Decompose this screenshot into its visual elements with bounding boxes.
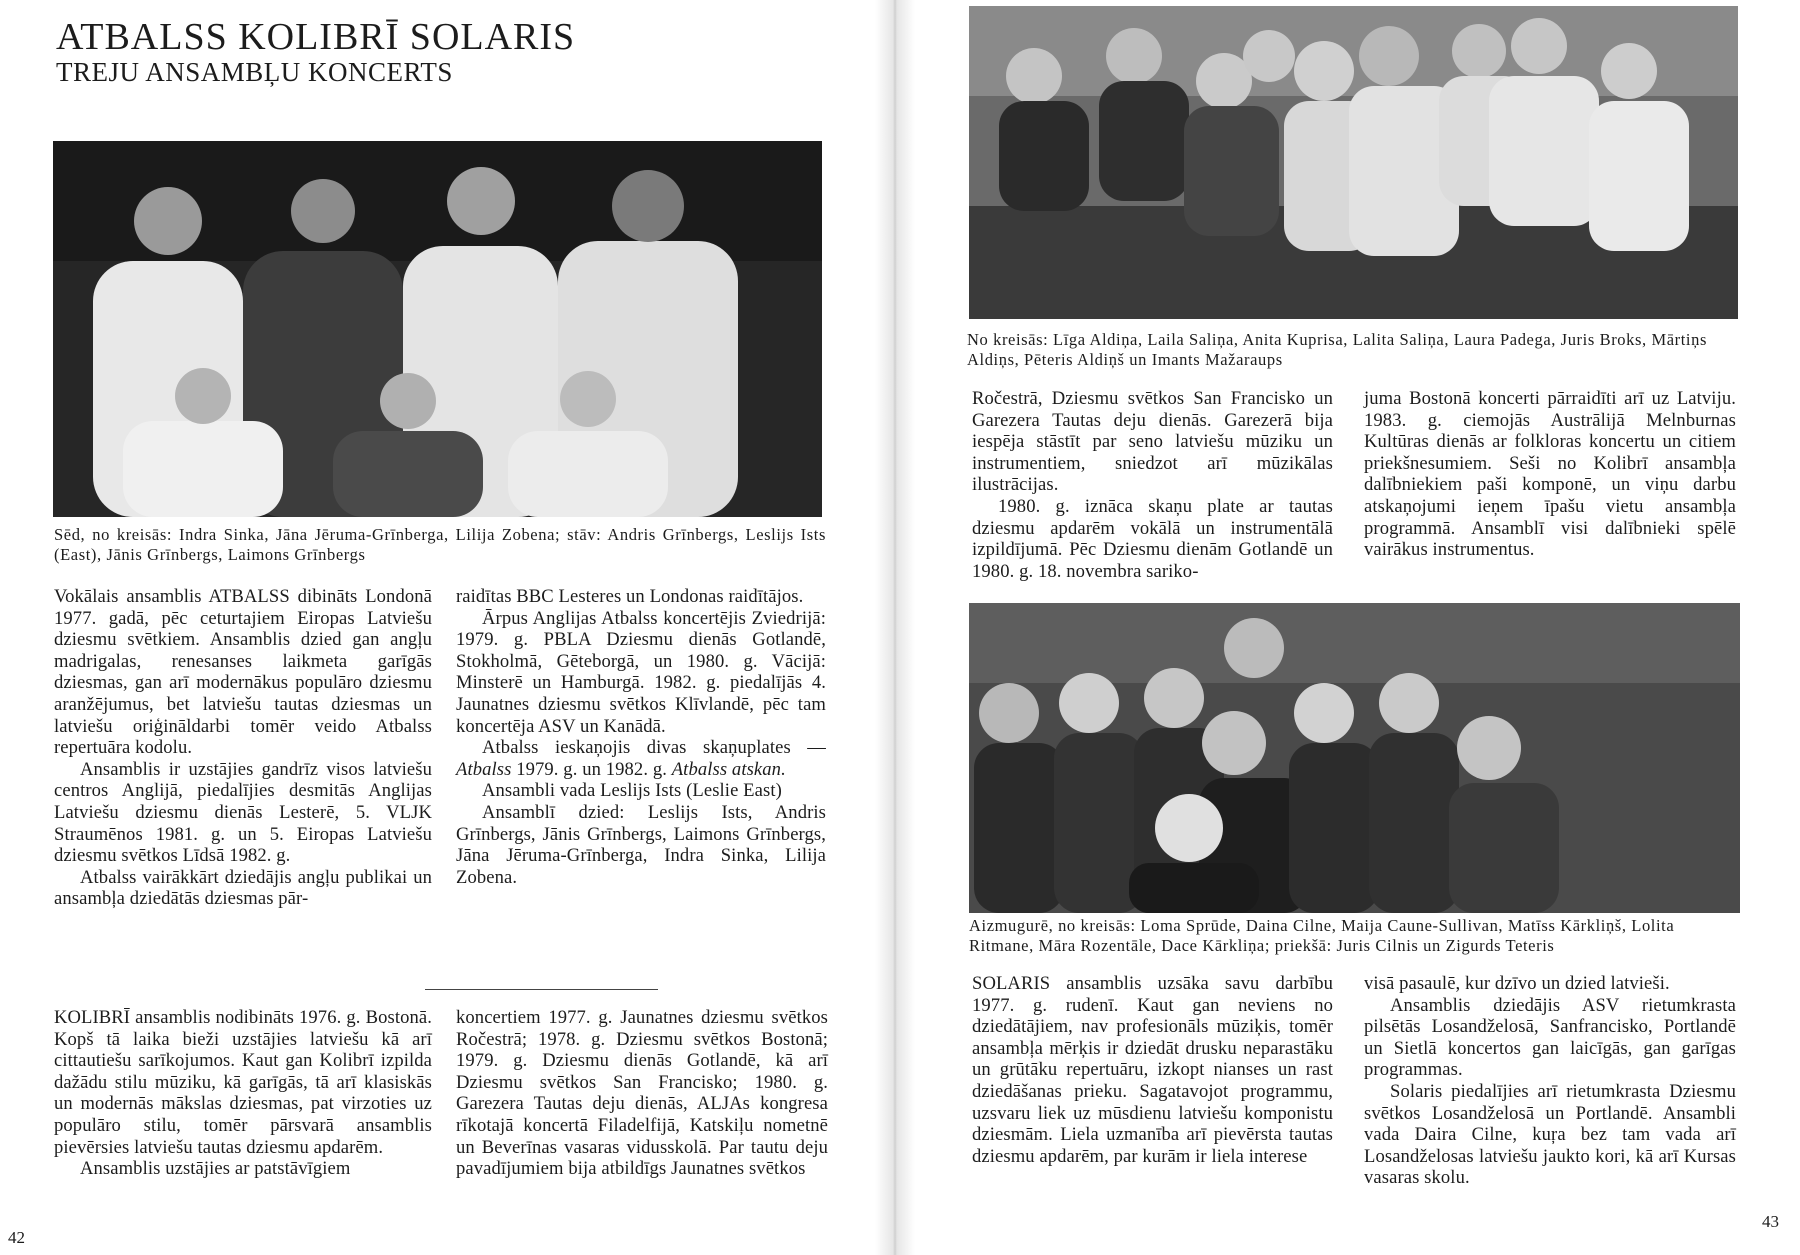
recordings-text: Atbalss ieskaņojis divas skaņuplates — [482, 737, 826, 759]
solaris-text-column-1 [972, 973, 1333, 1167]
kolibri-continued-column-1 [972, 388, 1333, 582]
photo-solaris-caption: Aizmugurē, no kreisās: Loma Sprūde, Daina Cilne, Maija Caune-Sullivan, Matīss Kārkliņš, Lolita Ritmane, Māra Rozentāle, Dace Kārkliņa; priekšā: Juris Cilnis un Zigurds Teteris [969, 916, 1675, 955]
photo-kolibri-caption: No kreisās: Līga Aldiņa, Laila Saliņa, Anita Kuprisa, Lalita Saliņa, Laura Padega, Juris Broks, Mārtiņs Aldiņs, Pēteris Aldiņš un Imants Mažaraups [967, 330, 1707, 369]
kolibri-paragraph: KOLIBRĪ ansamblis nodibināts 1976. g. Bostonā. Kopš tā laika bieži uzstājies latviešu kā arī cittautiešu sarīkojumos. Kaut gan Kolibrī izpilda dažādu stilu mūziku, kā garīgās, tā arī klasiskās un modernās mākslas dziesmas, pat virzoties uz populāro stilu, tomēr pārsvarā ansamblis pievērsies latviešu tautas dziesmu apdarēm. [54, 1007, 432, 1158]
kolibri-paragraph: juma Bostonā koncerti pārraidīti arī uz Latviju. 1983. g. ciemojās Austrālijā Melnburnas Kultūras dienās ar folkloras koncertu un citiem priekšnesumiem. Seši no Kolibrī ansambļa dalībniekiem paši komponē, un viņu darbu atskaņojumi ieņem īpašu vietu ansambļa programmā. Ansamblī visi dalībnieki spēlē vairākus instrumentus. [1364, 388, 1736, 561]
photo-atbalss-group [53, 141, 822, 517]
article-subtitle: TREJU ANSAMBĻU KONCERTS [56, 57, 453, 87]
book-gutter [875, 0, 915, 1255]
kolibri-paragraph: 1980. g. iznāca skaņu plate ar tautas dziesmu apdarēm vokālā un instrumentālā izpildījumā. Pēc Dziesmu dienām Gotlandē un 1980. g. 18. novembra sariko- [972, 495, 1333, 582]
photo-kolibri-group [969, 6, 1738, 319]
album-title: Atbalss [456, 758, 512, 780]
solaris-text-column-2 [1364, 973, 1736, 1189]
page-number-left: 42 [8, 1228, 25, 1247]
photo-atbalss-caption: Sēd, no kreisās: Indra Sinka, Jāna Jēruma-Grīnberga, Lilija Zobena; stāv: Andris Grīnbergs, Leslijs Ists (East), Jānis Grīnbergs, Laimons Grīnbergs [54, 525, 826, 564]
atbalss-paragraph: Ārpus Anglijas Atbalss koncertējis Zviedrijā: 1979. g. PBLA Dziesmu dienās Gotlandē, Stokholmā, Gēteborgā, un 1980. g. Vācijā: Minsterē un Hamburgā. 1982. g. piedalījās 4. Jaunatnes dziesmu svētkos Klīvlandē, pēc tam koncertēja ASV un Kanādā. [456, 607, 826, 737]
atbalss-paragraph: raidītas BBC Lesteres un Londonas raidītājos. [456, 586, 804, 607]
solaris-paragraph: SOLARIS ansamblis uzsāka savu darbību 1977. g. rudenī. Kaut gan neviens no dziedātājiem, nav profesionāls mūziķis, tomēr ansambļa mērķis ir dziedāt drusku neparastāku un grūtāku repertuāru, izkopt nianses un rast dziedāšanas prieku. Sagatavojot programmu, uzsvaru liek uz mūsdienu latviešu komponistu dziesmām. Liela uzmanība arī pievērsta tautas dziesmu apdarēm, par kurām ir liela interese [972, 973, 1333, 1167]
article-title: ATBALSS KOLIBRĪ SOLARIS [56, 16, 576, 58]
atbalss-paragraph: Ansambli vada Leslijs Ists (Leslie East) [482, 780, 782, 802]
solaris-paragraph: Ansamblis dziedājis ASV rietumkrasta pilsētās Losandželosā, Sanfrancisko, Portlandē un Sietlā koncertos gan laicīgās, gan garīgas programmas. [1364, 994, 1736, 1081]
kolibri-paragraph: Ansamblis uzstājies ar patstāvīgiem [80, 1158, 351, 1180]
atbalss-photo-image [53, 141, 822, 517]
atbalss-paragraph: Ansamblis ir uzstājies gandrīz visos latviešu centros Anglijā, piedalījies desmitās Anglijas Latviešu dziesmu dienās Lesterē, 5. VLJK Straumēnos 1981. g. un 5. Eiropas Latviešu dziesmu svētkos Līdsā 1982. g. [54, 758, 432, 867]
atbalss-text-column-1 [54, 586, 432, 910]
kolibri-paragraph: koncertiem 1977. g. Jaunatnes dziesmu svētkos Ročestrā; 1978. g. Dziesmu svētkos Bostonā; 1979. g. Dziesmu dienās Gotlandē, kā arī Dziesmu svētkos San Francisko; 1980. g. Garezera Tautas deju dienās, ALJAs kongresa rīkotajā koncertā Filadelfijā, Katskiļu nometnē un Beverīnas vasaras vidusskolā. Par tautu deju pavadījumiem bija atbildīgs Jaunatnes svētkos [456, 1007, 828, 1180]
page-number-right: 43 [1762, 1212, 1779, 1231]
kolibri-text-column-2 [456, 1007, 828, 1180]
section-divider [425, 989, 658, 990]
atbalss-text-column-2 [456, 586, 826, 888]
atbalss-paragraph: Atbalss vairākkārt dziedājis angļu publikai un ansambļa dziedātās dziesmas pār- [54, 866, 432, 910]
solaris-paragraph: visā pasaulē, kur dzīvo un dzied latvieši. [1364, 973, 1670, 994]
kolibri-continued-column-2 [1364, 388, 1736, 561]
kolibri-photo-image [969, 6, 1738, 319]
atbalss-paragraph: Ansamblī dzied: Leslijs Ists, Andris Grīnbergs, Jānis Grīnbergs, Laimons Grīnbergs, Jāna Jēruma-Grīnberga, Indra Sinka, Lilija Zobena. [456, 801, 826, 888]
atbalss-recordings-paragraph [456, 737, 826, 780]
recordings-text: 1979. g. un 1982. g. [511, 758, 672, 780]
kolibri-paragraph: Ročestrā, Dziesmu svētkos San Francisko un Garezera Tautas deju dienās. Garezerā bija iespēja stāstīt par seno latviešu mūziku un instrumentiem, sniedzot arī mūzikālas ilustrācijas. [972, 388, 1333, 496]
album-title: Atbalss atskan. [671, 758, 786, 780]
solaris-photo-image [969, 603, 1740, 913]
photo-solaris-group [969, 603, 1740, 913]
solaris-paragraph: Solaris piedalījies arī rietumkrasta Dziesmu svētkos Losandželosā un Portlandē. Ansambli vada Daira Cilne, kuŗa bez tam vada arī Losandželosas latviešu jaukto kori, kā arī Kursas vasaras skolu. [1364, 1080, 1736, 1189]
atbalss-paragraph: Vokālais ansamblis ATBALSS dibināts Londonā 1977. gadā, pēc ceturtajiem Eiropas Latviešu dziesmu svētkiem. Ansamblis dzied gan angļu madrigalas, renesanses laikmeta garīgās dziesmas, gan arī modernākus populāro dziesmu aranžējumus, bet latviešu tautas dziesmas un latviešu oriģināldarbi tomēr veido Atbalss repertuāra kodolu. [54, 586, 432, 759]
kolibri-text-column-1 [54, 1007, 432, 1180]
